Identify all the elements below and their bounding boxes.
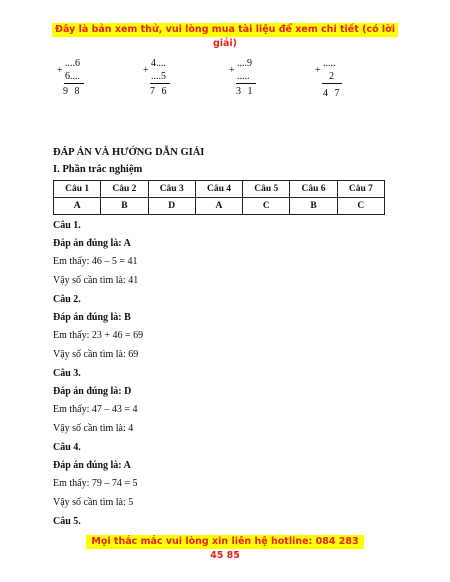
addend-top: ....6 <box>65 58 80 69</box>
addend-top: ....9 <box>237 58 252 69</box>
sum-result: 4 7 <box>323 88 342 99</box>
plus-sign: + <box>57 65 63 76</box>
solution-step: Em thấy: 79 – 74 = 5 <box>53 478 138 489</box>
solution-result: Vậy số cần tìm là: 4 <box>53 423 134 434</box>
solution-step: Em thấy: 46 – 5 = 41 <box>53 256 138 267</box>
solution-result: Vậy số cần tìm là: 5 <box>53 497 134 508</box>
addition-exercise-4 <box>315 58 355 100</box>
table-answer-cell: A <box>54 198 101 215</box>
sum-rule <box>64 83 84 84</box>
answer-table-answer-row <box>54 198 385 215</box>
plus-sign: + <box>143 65 149 76</box>
table-answer-cell: D <box>148 198 195 215</box>
sum-result: 3 1 <box>236 86 255 97</box>
table-header-cell: Câu 5 <box>243 181 290 198</box>
table-header-cell: Câu 3 <box>148 181 195 198</box>
table-answer-cell: B <box>101 198 148 215</box>
question-label: Câu 2. <box>53 294 81 305</box>
question-label: Câu 4. <box>53 442 81 453</box>
table-answer-cell: C <box>337 198 384 215</box>
sum-rule <box>322 83 342 84</box>
question-label: Câu 5. <box>53 516 81 527</box>
addend-bottom: 6.... <box>65 71 80 82</box>
addition-exercise-3 <box>229 58 269 98</box>
question-label: Câu 3. <box>53 368 81 379</box>
table-answer-cell: A <box>195 198 242 215</box>
answer-table-header-row <box>54 181 385 198</box>
plus-sign: + <box>229 65 235 76</box>
table-header-cell: Câu 2 <box>101 181 148 198</box>
table-header-cell: Câu 7 <box>337 181 384 198</box>
solution-step: Em thấy: 23 + 46 = 69 <box>53 330 144 341</box>
question-label: Câu 1. <box>53 220 81 231</box>
table-header-cell: Câu 6 <box>290 181 337 198</box>
answer-table <box>53 180 385 215</box>
addition-exercise-1 <box>57 58 97 98</box>
correct-answer: Đáp án đúng là: A <box>53 238 131 249</box>
sum-rule <box>150 83 170 84</box>
preview-notice-banner: Đây là bản xem thử, vui lòng mua tài liệu để xem chi tiết (có lời giải) <box>52 23 398 37</box>
sum-result: 7 6 <box>150 86 169 97</box>
addend-top: 4.... <box>151 58 166 69</box>
correct-answer: Đáp án đúng là: B <box>53 312 131 323</box>
hotline-banner: Mọi thắc mắc vui lòng xin liên hệ hotline: 084 283 45 85 <box>86 535 364 549</box>
part-title: I. Phần trắc nghiệm <box>53 164 143 175</box>
addend-bottom: ....5 <box>151 71 166 82</box>
solution-step: Em thấy: 47 – 43 = 4 <box>53 404 138 415</box>
table-answer-cell: C <box>243 198 290 215</box>
addend-bottom: ..... <box>237 71 250 82</box>
correct-answer: Đáp án đúng là: A <box>53 460 131 471</box>
plus-sign: + <box>315 65 321 76</box>
table-header-cell: Câu 4 <box>195 181 242 198</box>
sum-rule <box>236 83 256 84</box>
sum-result: 9 8 <box>63 86 82 97</box>
solution-result: Vậy số cần tìm là: 69 <box>53 349 139 360</box>
table-answer-cell: B <box>290 198 337 215</box>
addend-top: ..... <box>323 58 336 69</box>
section-title: ĐÁP ÁN VÀ HƯỚNG DẪN GIẢI <box>53 147 205 158</box>
addend-bottom: 2 <box>329 71 334 82</box>
addition-exercise-2 <box>143 58 183 98</box>
correct-answer: Đáp án đúng là: D <box>53 386 132 397</box>
solution-result: Vậy số cần tìm là: 41 <box>53 275 139 286</box>
table-header-cell: Câu 1 <box>54 181 101 198</box>
